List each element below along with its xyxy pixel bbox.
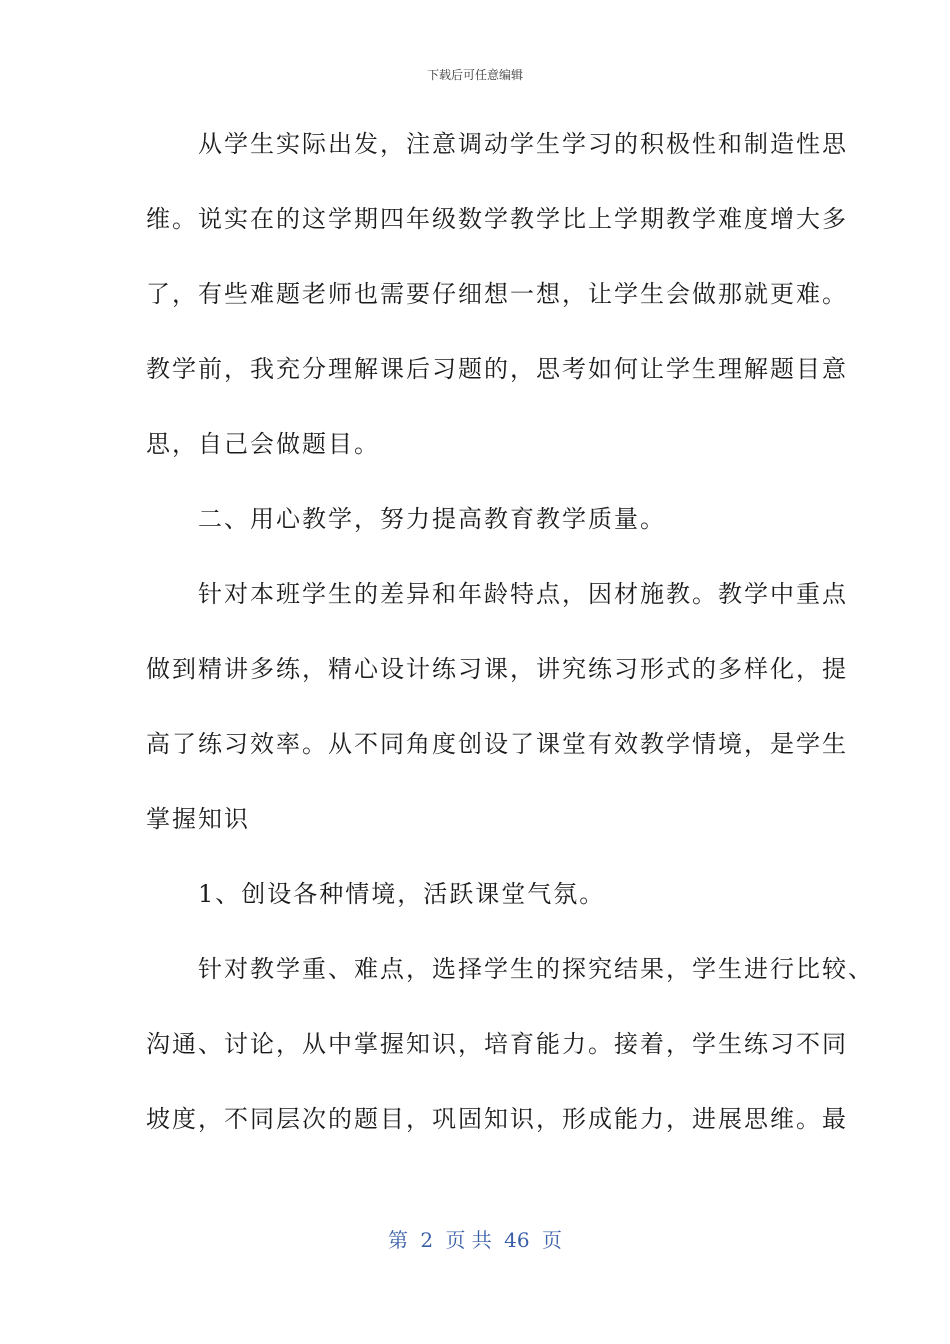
section-heading: 二、用心教学，努力提高教育教学质量。 — [146, 505, 666, 533]
page-footer — [0, 1224, 950, 1253]
footer-prefix: 第 — [388, 1228, 408, 1252]
body-line: 针对本班学生的差异和年龄特点，因材施教。教学中重点 — [146, 580, 848, 608]
body-line: 高了练习效率。从不同角度创设了课堂有效教学情境，是学生 — [146, 730, 848, 758]
body-line: 坡度，不同层次的题目，巩固知识，形成能力，进展思维。最 — [146, 1105, 848, 1133]
body-line: 做到精讲多练，精心设计练习课，讲究练习形式的多样化，提 — [146, 655, 848, 683]
body-line: 思，自己会做题目。 — [146, 430, 380, 458]
body-line: 沟通、讨论，从中掌握知识，培育能力。接着，学生练习不同 — [146, 1030, 848, 1058]
body-line: 维。说实在的这学期四年级数学教学比上学期教学难度增大多 — [146, 205, 848, 233]
subsection-heading: 1、创设各种情境，活跃课堂气氛。 — [146, 880, 606, 908]
footer-suffix: 页 — [541, 1228, 562, 1252]
current-page-number: 2 — [420, 1228, 434, 1252]
body-line: 了，有些难题老师也需要仔细想一想，让学生会做那就更难。 — [146, 280, 848, 308]
footer-middle: 页 共 — [445, 1228, 492, 1252]
page-header: 下载后可任意编辑 — [426, 68, 523, 82]
body-line: 掌握知识 — [146, 805, 250, 833]
body-line: 从学生实际出发，注意调动学生学习的积极性和制造性思 — [146, 130, 848, 158]
body-line: 教学前，我充分理解课后习题的，思考如何让学生理解题目意 — [146, 355, 848, 383]
body-line: 针对教学重、难点，选择学生的探究结果，学生进行比较、 — [146, 955, 874, 983]
total-pages-number: 46 — [504, 1228, 530, 1252]
